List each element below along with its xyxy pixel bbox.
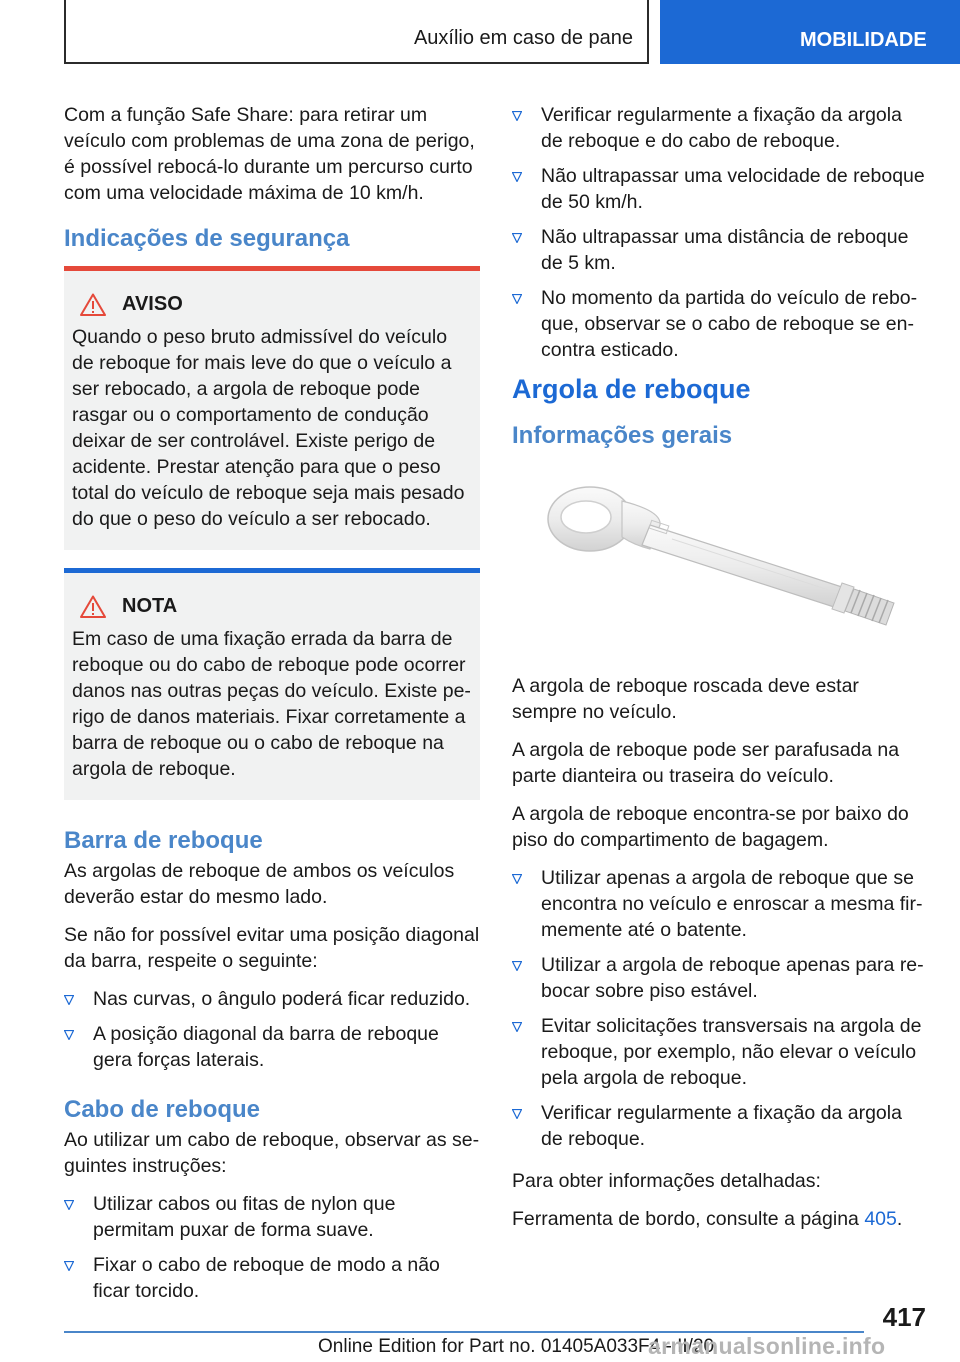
towing-eye-illustration (542, 479, 912, 649)
list-item: Verificar regularmente a fixação da argola de reboque e do cabo de reboque. (512, 102, 928, 154)
triangle-bullet-icon (512, 1022, 522, 1032)
warning-text: Quando o peso bruto admissível do veículo de reboque for mais leve do que o veículo a ser rebocado, a argola de reboque pode rasgar ou o comportamento de condução deixar de ser controlável. Existe perigo de acidente. Prestar atenção para que o peso total do veículo de reboque seja mais pesado do que o peso do veículo a ser rebocado. (72, 326, 465, 530)
page-reference: Ferramenta de bordo, consulte a página 405. (512, 1208, 903, 1230)
watermark: armanualsonline.info (648, 1333, 886, 1359)
triangle-bullet-icon (64, 1030, 74, 1040)
list-item: Evitar solicitações transversais na argola de reboque, por exemplo, não elevar o veículo pela argola de reboque. (512, 1013, 928, 1091)
warning-box (64, 266, 480, 550)
tow-cable-heading: Cabo de reboque (64, 1096, 261, 1123)
warning-header (80, 293, 472, 316)
list-item: Utilizar cabos ou fitas de nylon que permitam puxar de forma suave. (64, 1191, 480, 1243)
intro-paragraph: Com a função Safe Share: para retirar um veículo com problemas de uma zona de perigo, é possível rebocá-lo durante um percurso curto com uma velocidade máxima de 10 km/h. (64, 104, 475, 204)
towing-eye-paragraph-3: A argola de reboque encontra-se por baixo do piso do compartimento de bagagem. (512, 803, 909, 851)
safety-heading: Indicações de segurança (64, 225, 350, 252)
header-section-tab (64, 0, 649, 64)
header-section-title: Auxílio em caso de pane (413, 27, 633, 49)
triangle-bullet-icon (512, 233, 522, 243)
tow-cable-list (64, 1191, 480, 1304)
right-column (512, 102, 928, 1244)
list-item: Verificar regularmente a fixação da argola de reboque. (512, 1100, 928, 1152)
warning-title: AVISO (122, 293, 183, 315)
towing-eye-list (512, 865, 928, 1152)
note-text: Em caso de uma fixação errada da barra de reboque ou do cabo de reboque pode ocorrer danos nas outras peças do veículo. Existe perigo de danos materiais. Fixar corretamente a barra de reboque ou o cabo de reboque na argola de reboque. (72, 628, 471, 780)
tow-bar-paragraph-1: As argolas de reboque de ambos os veículos deverão estar do mesmo lado. (64, 860, 455, 908)
note-title: NOTA (122, 595, 178, 617)
note-header (80, 595, 472, 618)
tow-cable-list-continued (512, 102, 928, 363)
triangle-bullet-icon (64, 1261, 74, 1271)
list-item: Não ultrapassar uma velocidade de reboque de 50 km/h. (512, 163, 928, 215)
warning-triangle-icon (80, 293, 106, 316)
triangle-bullet-icon (512, 294, 522, 304)
towing-eye-paragraph-1: A argola de reboque roscada deve estar sempre no veículo. (512, 675, 859, 723)
warning-triangle-icon (80, 595, 106, 618)
triangle-bullet-icon (512, 1109, 522, 1119)
list-item: Fixar o cabo de reboque de modo a não ficar torcido. (64, 1252, 480, 1304)
triangle-bullet-icon (512, 172, 522, 182)
header-chapter-tab (660, 0, 960, 64)
note-box (64, 568, 480, 800)
list-item: A posição diagonal da barra de reboque gera forças laterais. (64, 1021, 480, 1073)
tow-bar-list (64, 986, 480, 1073)
header-chapter-title: MOBILIDADE (800, 29, 927, 51)
general-info-heading: Informações gerais (512, 422, 733, 449)
page-link[interactable]: 405 (864, 1208, 897, 1230)
footer-edition: Online Edition for Part no. 01405A033F4 - II/20 (318, 1336, 715, 1357)
left-column (64, 102, 480, 1314)
list-item: Nas curvas, o ângulo poderá ficar reduzido. (64, 986, 480, 1012)
triangle-bullet-icon (64, 995, 74, 1005)
tow-bar-paragraph-2: Se não for possível evitar uma posição diagonal da barra, respeite o seguinte: (64, 924, 480, 972)
triangle-bullet-icon (512, 111, 522, 121)
tow-bar-heading: Barra de reboque (64, 827, 263, 854)
tow-cable-paragraph: Ao utilizar um cabo de reboque, observar as seguintes instruções: (64, 1129, 480, 1177)
triangle-bullet-icon (512, 874, 522, 884)
list-item: Utilizar a argola de reboque apenas para rebocar sobre piso estável. (512, 952, 928, 1004)
towing-eye-heading: Argola de reboque (512, 374, 751, 404)
list-item: Utilizar apenas a argola de reboque que se encontra no veículo e enroscar a mesma firmemente até o batente. (512, 865, 928, 943)
towing-eye-paragraph-2: A argola de reboque pode ser parafusada na parte dianteira ou traseira do veículo. (512, 739, 900, 787)
list-item: Não ultrapassar uma distância de reboque de 5 km. (512, 224, 928, 276)
triangle-bullet-icon (64, 1200, 74, 1210)
more-info-paragraph: Para obter informações detalhadas: (512, 1170, 821, 1192)
triangle-bullet-icon (512, 961, 522, 971)
list-item: No momento da partida do veículo de reboque, observar se o cabo de reboque se encontra esticado. (512, 285, 928, 363)
page-number: 417 (882, 1302, 926, 1332)
